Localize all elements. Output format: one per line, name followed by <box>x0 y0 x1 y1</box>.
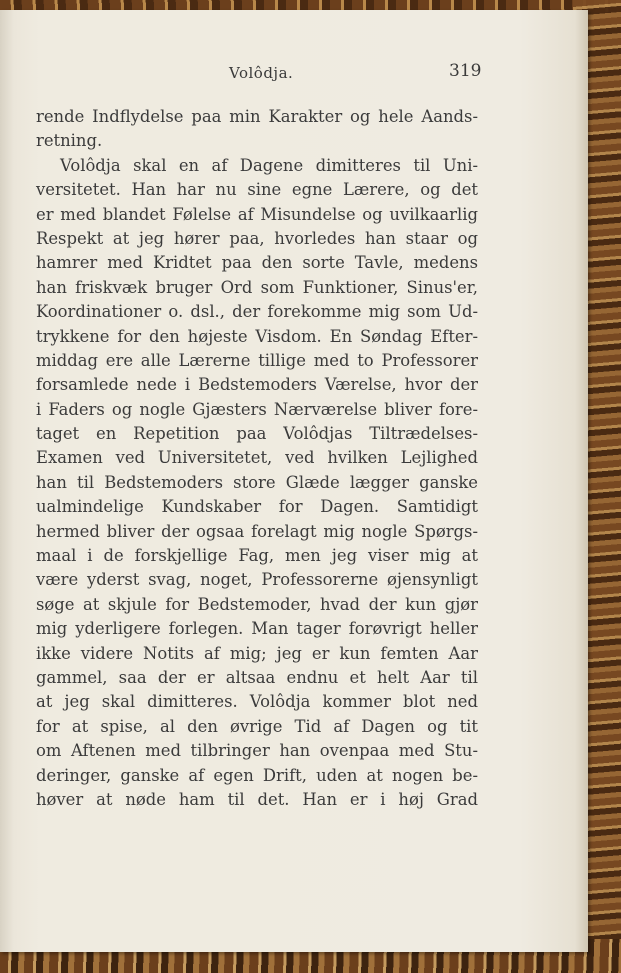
text-line: ikke videre Notits af mig; jeg er kun femten Aar <box>36 643 478 663</box>
running-head: Volôdja. <box>229 64 294 82</box>
text-line: gammel, saa der er altsaa endnu et helt Aar til <box>36 667 478 687</box>
page-header <box>0 60 588 90</box>
text-line: maal i de forskjellige Fag, men jeg viser mig at <box>36 546 478 566</box>
text-line: ualmindelige Kundskaber for Dagen. Samtidigt <box>36 497 478 517</box>
text-line: rende Indflydelse paa min Karakter og hele Aands- <box>36 107 478 126</box>
text-line: taget en Repetition paa Volôdjas Tiltrædelses- <box>36 424 478 444</box>
text-line: middag ere alle Lærerne tillige med to Professorer <box>36 350 478 370</box>
text-line: Koordinationer o. dsl., der forekomme mig som Ud- <box>36 302 478 322</box>
text-line: deringer, ganske af egen Drift, uden at nogen be- <box>36 765 478 785</box>
text-line: hamrer med Kridtet paa den sorte Tavle, medens <box>36 253 478 273</box>
text-line: han til Bedstemoders store Glæde lægger ganske <box>36 472 478 492</box>
text-line: forsamlede nede i Bedstemoders Værelse, hvor der <box>36 375 478 395</box>
text-line: retning. <box>36 131 103 151</box>
text-line: hermed bliver der ogsaa forelagt mig nogle Spørgs- <box>36 521 478 541</box>
text-line: Respekt at jeg hører paa, hvorledes han staar og <box>36 228 478 248</box>
body-text <box>36 105 478 812</box>
text-line: er med blandet Følelse af Misundelse og uvilkaarlig <box>36 204 478 224</box>
text-line: mig yderligere forlegen. Man tager forøvrigt heller <box>36 619 478 639</box>
text-line: Volôdja skal en af Dagene dimitteres til Uni- <box>60 155 478 175</box>
text-line: for at spise, al den øvrige Tid af Dagen og tit <box>36 716 478 736</box>
text-line: trykkene for den højeste Visdom. En Søndag Efter- <box>36 326 478 346</box>
text-line: være yderst svag, noget, Professorerne øjensynligt <box>36 570 478 590</box>
page-number: 319 <box>449 61 482 81</box>
book-page <box>0 10 588 952</box>
text-line: han friskvæk bruger Ord som Funktioner, Sinus'er, <box>36 277 478 297</box>
text-line: Examen ved Universitetet, ved hvilken Lejlighed <box>36 448 478 468</box>
text-line: om Aftenen med tilbringer han ovenpaa med Stu- <box>36 741 478 761</box>
text-line: høver at nøde ham til det. Han er i høj Grad <box>36 789 478 809</box>
text-line: at jeg skal dimitteres. Volôdja kommer blot ned <box>36 692 478 712</box>
text-line: i Faders og nogle Gjæsters Nærværelse bliver fore- <box>36 399 478 419</box>
text-line: versitetet. Han har nu sine egne Lærere, og det <box>36 180 478 200</box>
text-line: søge at skjule for Bedstemoder, hvad der kun gjør <box>36 594 478 614</box>
